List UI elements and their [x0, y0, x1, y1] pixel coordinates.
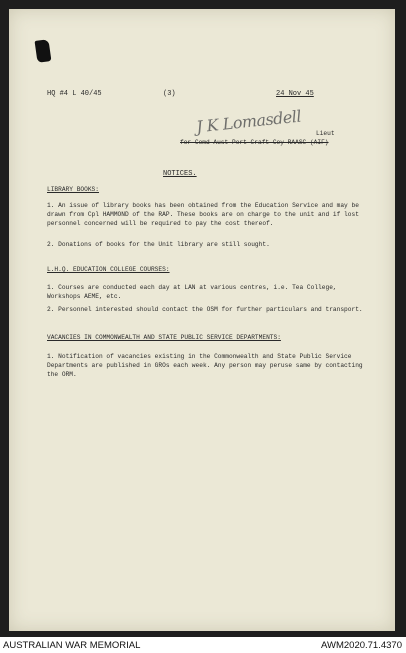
notices-title: NOTICES. — [163, 170, 197, 178]
section-paragraph: 1. An issue of library books has been obtained from the Education Service and may be drawn from Cpl HAMMOND of the RAP. These books are on charge to the unit and if lost personnel concerned will be required to pay the cost thereof. — [47, 202, 359, 227]
section-paragraph: 1. Courses are conducted each day at LAN at various centres, i.e. Tea College, Workshops AEME, etc. — [47, 284, 337, 300]
section-heading: LIBRARY BOOKS: — [47, 186, 99, 193]
section-paragraph: 2. Personnel interested should contact the OSM for further particulars and transport. — [47, 306, 363, 313]
signatory-rank: Lieut — [316, 130, 335, 137]
section-heading: VACANCIES IN COMMONWEALTH AND STATE PUBLIC SERVICE DEPARTMENTS: — [47, 334, 281, 341]
footer-institution: AUSTRALIAN WAR MEMORIAL — [3, 640, 141, 651]
section-paragraph: 2. Donations of books for the Unit library are still sought. — [47, 241, 270, 248]
archive-footer — [0, 637, 406, 653]
section-heading: L.H.Q. EDUCATION COLLEGE COURSES: — [47, 266, 170, 273]
signatory-unit: for Comd Aust Port Craft Coy RAASC (AIF) — [180, 139, 329, 146]
document-date: 24 Nov 45 — [276, 90, 314, 98]
document-sheet — [9, 9, 395, 631]
handwritten-signature: J K Lomasdell — [195, 106, 302, 137]
page-number: (3) — [163, 90, 176, 98]
footer-accession-number: AWM2020.71.4370 — [321, 640, 402, 651]
section-paragraph: 1. Notification of vacancies existing in the Commonwealth and State Public Service Departments are published in GROs each week. Any person may peruse same by contacting the ORM. — [47, 353, 363, 378]
document-reference: HQ #4 L 40/45 — [47, 90, 102, 98]
